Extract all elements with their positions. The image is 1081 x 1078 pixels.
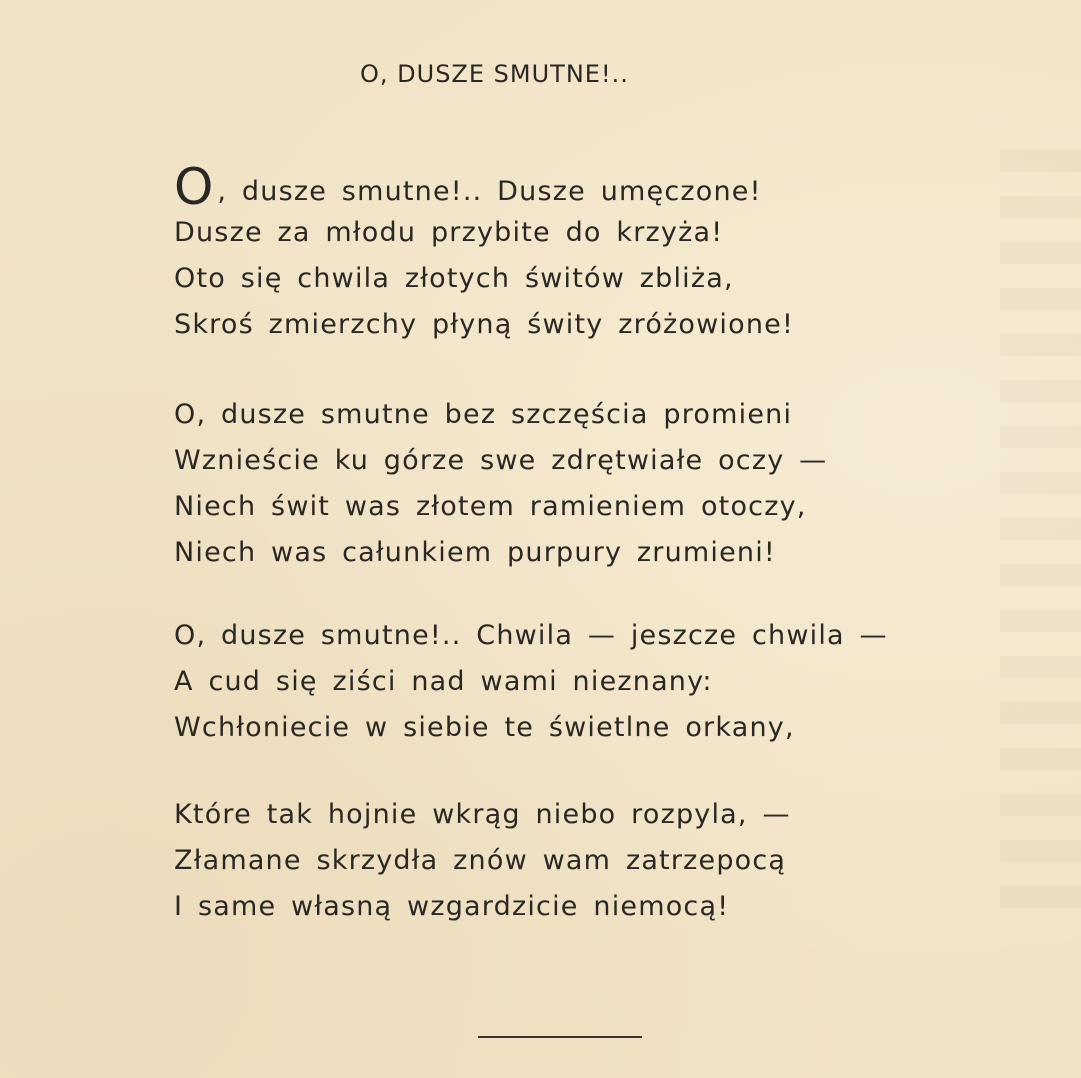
verse-line: Oto się chwila złotych świtów zbliża, [174, 263, 734, 294]
bleed-through-text [1000, 150, 1081, 910]
verse-line: Dusze za młodu przybite do krzyża! [174, 217, 724, 248]
initial-letter: O [174, 158, 214, 216]
verse-line: Które tak hojnie wkrąg niebo rozpyla, — [174, 799, 791, 830]
verse-line-rest: , dusze smutne!.. Dusze umęczone! [217, 176, 762, 207]
end-rule [478, 1036, 642, 1038]
stanza-1 [174, 158, 794, 348]
verse-line: Niech świt was złotem ramieniem otoczy, [174, 491, 807, 522]
stanza-4 [174, 792, 791, 930]
verse-line: O, dusze smutne bez szczęścia promieni [174, 399, 793, 430]
verse-line: Wznieście ku górze swe zdrętwiałe oczy — [174, 445, 828, 476]
stanza-3 [174, 613, 888, 751]
verse-line: Niech was całunkiem purpury zrumieni! [174, 537, 776, 568]
poem-title: O, DUSZE SMUTNE!.. [360, 60, 629, 88]
verse-line [174, 158, 794, 216]
verse-line: O, dusze smutne!.. Chwila — jeszcze chwila — [174, 620, 888, 651]
verse-line: A cud się ziści nad wami nieznany: [174, 666, 713, 697]
verse-line: I same własną wzgardzicie niemocą! [174, 891, 730, 922]
verse-line: Wchłoniecie w siebie te świetlne orkany, [174, 712, 795, 743]
stanza-2 [174, 392, 827, 576]
verse-line: Złamane skrzydła znów wam zatrzepocą [174, 845, 787, 876]
verse-line: Skroś zmierzchy płyną świty zróżowione! [174, 309, 794, 340]
